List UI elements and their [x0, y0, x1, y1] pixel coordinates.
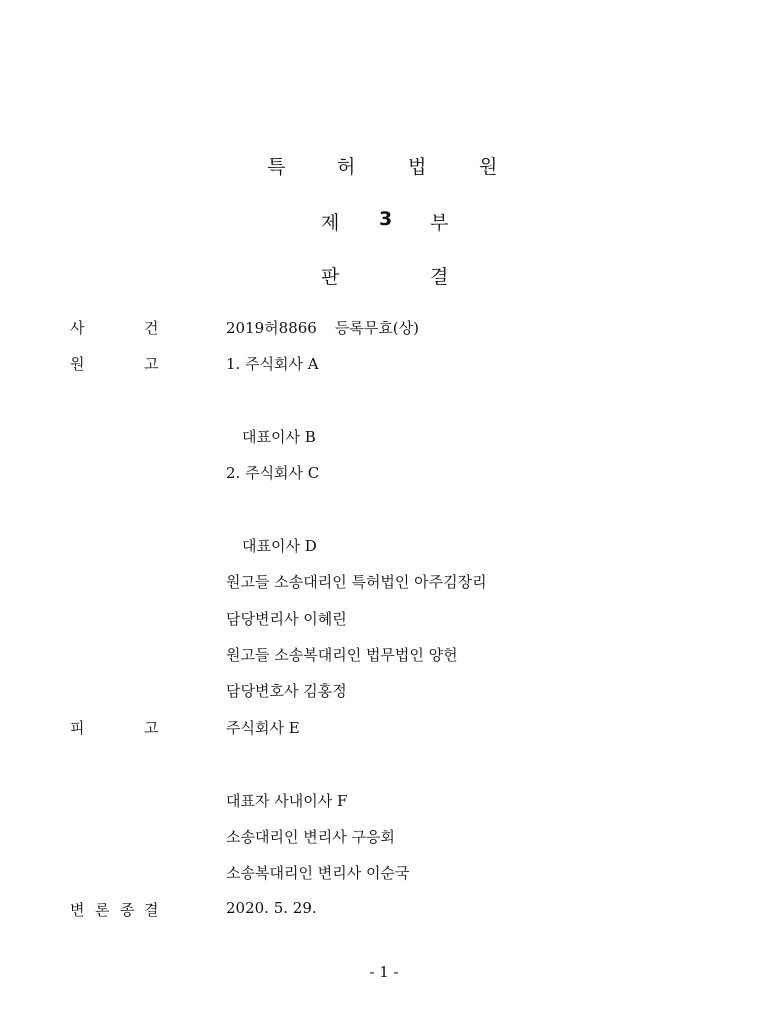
- doc-type-char: 결: [430, 266, 449, 288]
- page-number: - 1 -: [369, 963, 399, 981]
- plaintiff-line: 원고들 소송대리인 특허법인 아주김장리: [226, 573, 487, 591]
- label-char: 피: [70, 719, 85, 737]
- plaintiff-line: 대표이사 D: [242, 537, 317, 555]
- court-name: [0, 152, 768, 178]
- plaintiff-line: 대표이사 B: [242, 428, 316, 446]
- label-char: 고: [144, 355, 159, 373]
- label-char: 결: [144, 901, 159, 919]
- case-number: 2019허8866: [226, 319, 317, 337]
- division-char: 3: [379, 208, 393, 230]
- plaintiff-line: 담당변호사 김홍정: [226, 682, 347, 700]
- plaintiff-line: 원고들 소송복대리인 법무법인 양헌: [226, 646, 458, 664]
- court-division: [0, 208, 768, 234]
- division-char: 부: [430, 212, 449, 234]
- court-name-char: 법: [408, 156, 427, 178]
- label-char: 사: [70, 319, 85, 337]
- label-char: 변: [70, 901, 85, 919]
- doc-type-char: 판: [321, 266, 340, 288]
- plaintiff-line: 담당변리사 이혜린: [226, 610, 347, 628]
- document-type: [0, 262, 768, 288]
- case-type: 등록무효(상): [334, 319, 419, 337]
- defendant-line: 주식회사 E: [226, 719, 300, 737]
- court-name-char: 허: [337, 156, 356, 178]
- hearing-date: 2020. 5. 29.: [226, 899, 317, 917]
- plaintiff-line: 1. 주식회사 A: [226, 355, 319, 373]
- case-value: [226, 317, 419, 338]
- defendant-line: 소송대리인 변리사 구응회: [226, 828, 395, 846]
- court-name-char: 원: [479, 156, 498, 178]
- plaintiff-line: 2. 주식회사 C: [226, 464, 320, 482]
- label-char: 종: [120, 901, 135, 919]
- label-char: 건: [144, 319, 159, 337]
- court-name-char: 특: [267, 156, 286, 178]
- division-char: 제: [321, 212, 340, 234]
- label-char: 론: [95, 901, 110, 919]
- label-char: 원: [70, 355, 85, 373]
- defendant-line: 소송복대리인 변리사 이순국: [226, 864, 410, 882]
- defendant-line: 대표자 사내이사 F: [226, 792, 348, 810]
- label-char: 고: [144, 719, 159, 737]
